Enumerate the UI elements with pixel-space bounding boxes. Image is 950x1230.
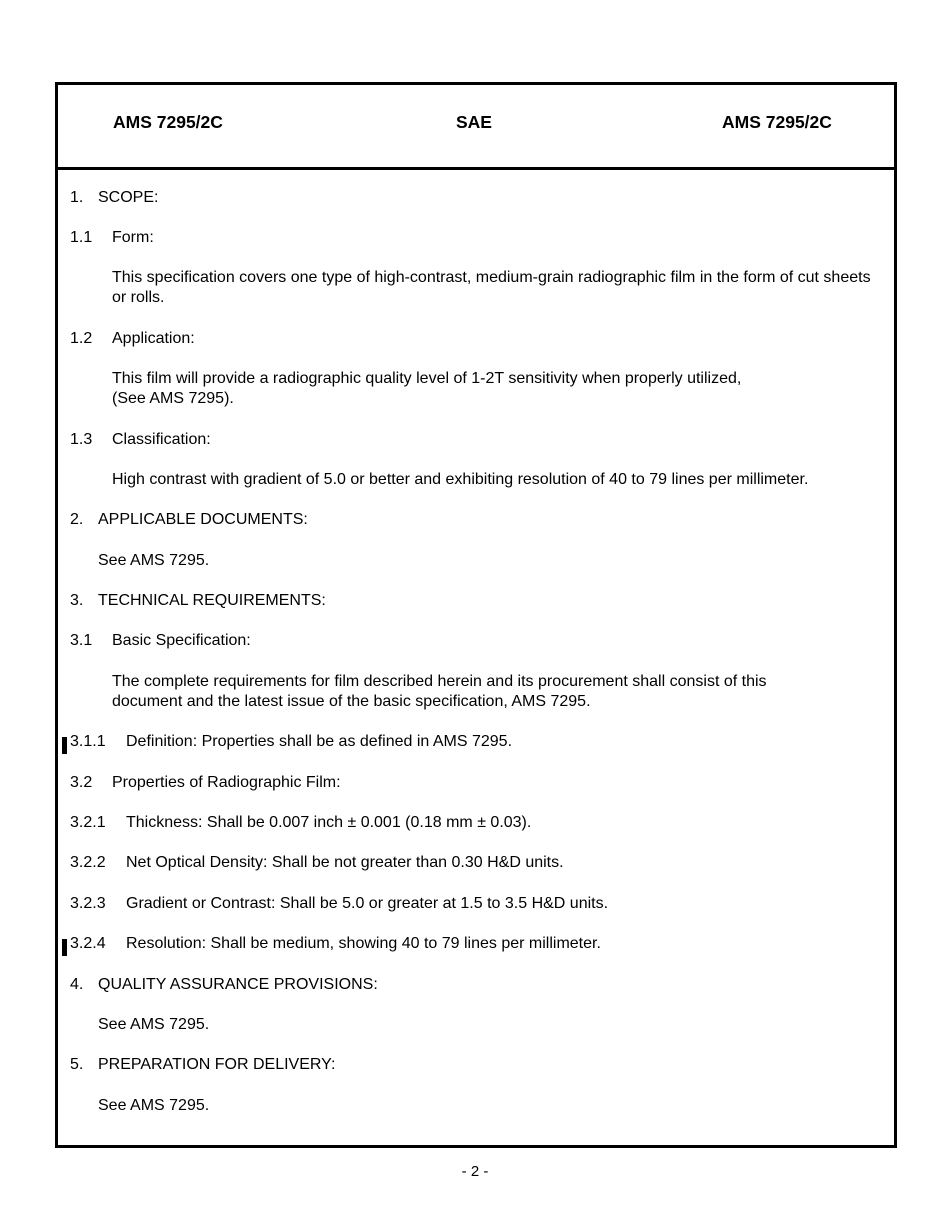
section-title: Gradient or Contrast: Shall be 5.0 or greater at 1.5 to 3.5 H&D units. (126, 895, 609, 912)
change-bar (62, 939, 67, 956)
section-number: 1.1 (70, 229, 93, 246)
page-header (58, 85, 894, 170)
section-title: Resolution: Shall be medium, showing 40 to 79 lines per millimeter. (126, 935, 601, 952)
section-2-body: See AMS 7295. (98, 552, 210, 569)
section-number: 3. (70, 592, 84, 609)
section-title: Application: (112, 330, 195, 347)
header-doc-number-right: AMS 7295/2C (722, 112, 832, 132)
section-4-body: See AMS 7295. (98, 1016, 210, 1033)
section-title: APPLICABLE DOCUMENTS: (98, 511, 308, 528)
section-number: 3.1.1 (70, 733, 106, 750)
section-title: SCOPE: (98, 189, 159, 206)
section-number: 3.2.4 (70, 935, 106, 952)
page-number: - 2 - (461, 1163, 489, 1180)
section-number: 1. (70, 189, 84, 206)
section-5-body: See AMS 7295. (98, 1097, 210, 1114)
section-number: 3.2.1 (70, 814, 106, 831)
section-title: Net Optical Density: Shall be not greater than 0.30 H&D units. (126, 854, 564, 871)
section-title: Properties of Radiographic Film: (112, 774, 341, 791)
section-title: Definition: Properties shall be as defined in AMS 7295. (126, 733, 513, 750)
section-title: Classification: (112, 431, 211, 448)
section-title: Basic Specification: (112, 632, 251, 649)
header-organization: SAE (456, 112, 492, 132)
section-1-2-body-line2: (See AMS 7295). (112, 390, 234, 407)
section-3-1-body: The complete requirements for film described herein and its procurement shall consist of this document and the latest issue of the basic specification, AMS 7295. (112, 673, 767, 710)
header-doc-number-left: AMS 7295/2C (113, 112, 223, 132)
section-number: 3.1 (70, 632, 93, 649)
section-number: 1.3 (70, 431, 93, 448)
section-number: 3.2.2 (70, 854, 106, 871)
section-number: 5. (70, 1056, 84, 1073)
section-1-3-body: High contrast with gradient of 5.0 or better and exhibiting resolution of 40 to 79 lines per millimeter. (112, 471, 809, 488)
section-1-1-body: This specification covers one type of high-contrast, medium-grain radiographic film in the form of cut sheets or rolls. (112, 269, 871, 306)
section-number: 3.2 (70, 774, 93, 791)
section-number: 2. (70, 511, 84, 528)
section-number: 3.2.3 (70, 895, 106, 912)
section-number: 1.2 (70, 330, 93, 347)
change-bar (62, 737, 67, 754)
section-title: Form: (112, 229, 154, 246)
section-title: PREPARATION FOR DELIVERY: (98, 1056, 336, 1073)
section-1-2-body-line1: This film will provide a radiographic quality level of 1-2T sensitivity when properly utilized, (112, 370, 742, 387)
section-number: 4. (70, 976, 84, 993)
section-title: QUALITY ASSURANCE PROVISIONS: (98, 976, 378, 993)
section-title: Thickness: Shall be 0.007 inch ± 0.001 (0.18 mm ± 0.03). (126, 814, 532, 831)
section-title: TECHNICAL REQUIREMENTS: (98, 592, 326, 609)
